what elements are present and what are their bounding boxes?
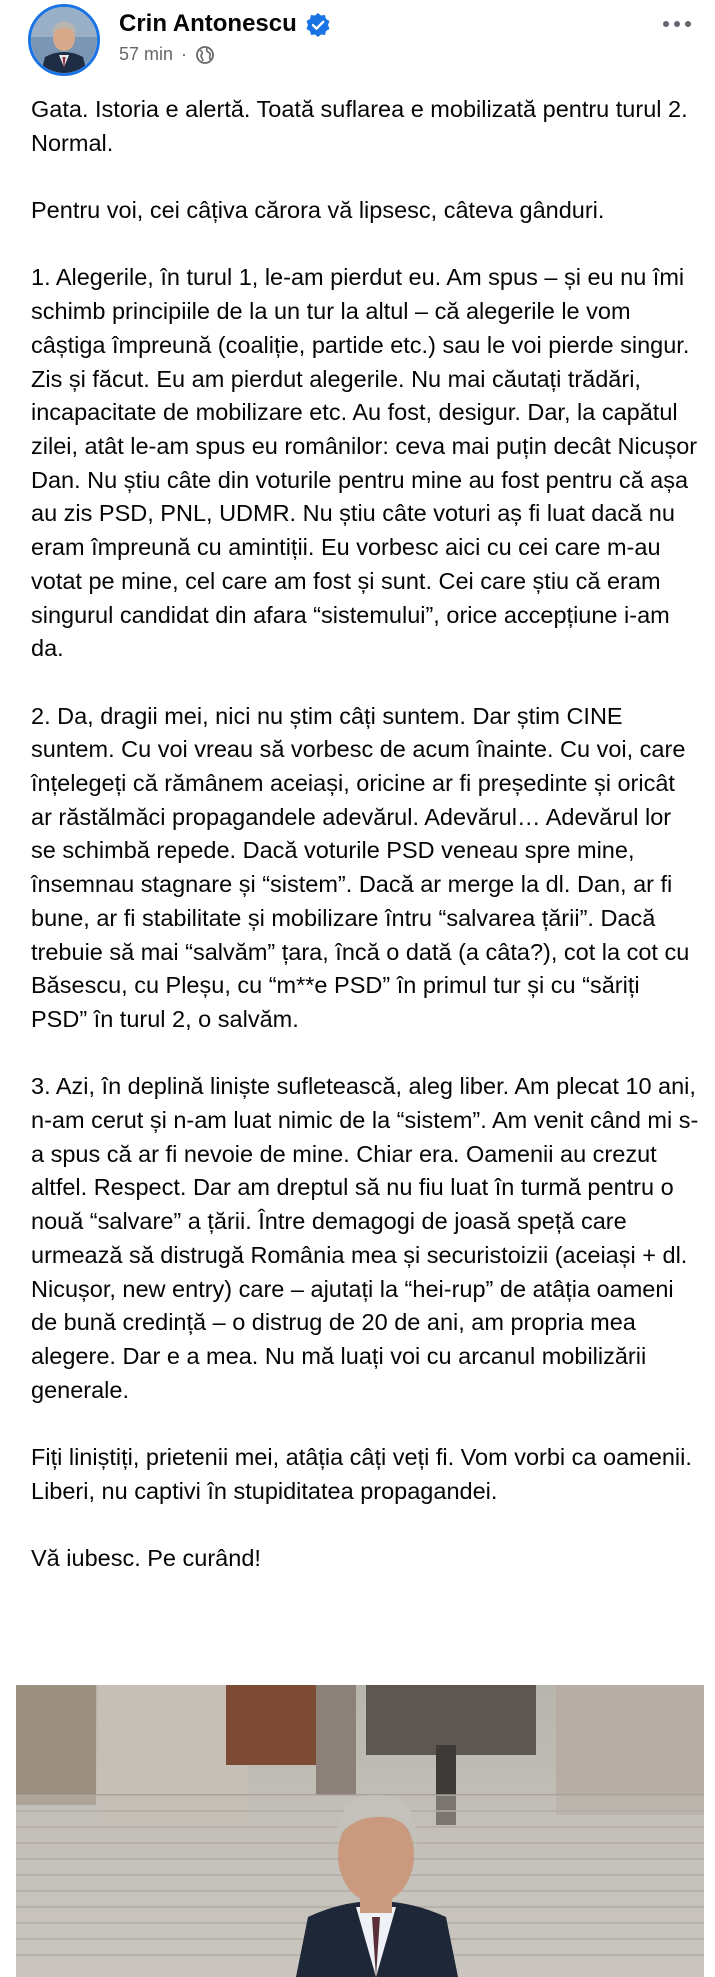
post-paragraph: Vă iubesc. Pe curând! [31, 1545, 261, 1572]
post-timestamp[interactable]: 57 min [119, 44, 174, 64]
more-dot [663, 21, 669, 27]
post-photo[interactable] [16, 1685, 704, 1977]
post-paragraph: 1. Alegerile, în turul 1, le-am pierdut eu. Am spus – și eu nu îmi schimb principiile de la un tur la altul – că alegerile le vom câștiga împreună (coaliție, partide etc.) sau le voi pierde singur. Zis și făcut. Eu am pierdut alegerile. Nu mai căutați trădări, incapacitate de mobilizare etc. Au fost, desigur. Dar, la capătul zilei, atât le-am spus eu românilor: ceva mai puțin decât Nicușor Dan. Nu știu câte din voturile pentru mine au fost pentru că așa au zis PSD, PNL, UDMR. Nu știu câte voturi aș fi luat dacă nu eram împreună cu amintiții. Eu vorbesc aici cu cei care m-au votat pe mine, cel care am fost și sunt. Cei care știu că eram singurul candidat din afara “sistemului”, orice accepțiune i-am da. [31, 264, 698, 662]
author-name[interactable]: Crin Antonescu [119, 10, 297, 37]
post-paragraph: Fiți liniștiți, prietenii mei, atâția câți veți fi. Vom vorbi ca oamenii. Liberi, nu captivi în stupiditatea propagandei. [31, 1444, 692, 1504]
verified-badge-icon [305, 12, 331, 38]
author-avatar[interactable] [28, 4, 100, 76]
post-paragraph: 2. Da, dragii mei, nici nu știm câți suntem. Dar știm CINE suntem. Cu voi vreau să vorbesc de acum înainte. Cu voi, care înțelegeți că rămânem aceiași, oricine ar fi președinte și oricât ar răstălmăci propagandele adevărul. Adevărul… Adevărul lor se schimbă repede. Dacă voturile PSD veneau spre mine, însemnau stagnare și “sistem”. Dacă ar merge la dl. Dan, ar fi bune, ar fi stabilitate și mobilizare întru “salvarea țării”. Dacă trebuie să mai “salvăm” țara, încă o dată (a câta?), cot la cot cu Băsescu, cu Pleșu, cu “m**e PSD” în primul tur și cu “săriți PSD” în turul 2, o salvăm. [31, 702, 690, 1032]
post-meta [119, 44, 215, 65]
post-paragraph: 3. Azi, în deplină liniște sufletească, aleg liber. Am plecat 10 ani, n-am cerut și n-am luat nimic de la “sistem”. Am venit când mi s-a spus că ar fi nevoie de mine. Chiar era. Oamenii au crezut altfel. Respect. Dar am dreptul să nu fiu luat în turmă pentru o nouă “salvare” a țării. Între demagogi de joasă speță care urmează să distrugă România mea și securistoizii (aceiași + dl. Nicușor, new entry) care – ajutați la “hei-rup” de atâția oameni de bună credință – o distrug de 20 de ani, am propria mea alegere. Dar e a mea. Nu mă luați voi cu arcanul mobilizării generale. [31, 1073, 699, 1403]
meta-separator: · [181, 44, 188, 64]
globe-icon [195, 45, 215, 65]
more-options-icon[interactable] [657, 12, 697, 36]
post-paragraph: Gata. Istoria e alertă. Toată suflarea e mobilizată pentru turul 2. Normal. [31, 96, 688, 156]
more-dot [685, 21, 691, 27]
post-header [0, 0, 715, 80]
more-dot [674, 21, 680, 27]
post-paragraph: Pentru voi, cei câțiva cărora vă lipsesc, câteva gânduri. [31, 197, 605, 224]
post-body [31, 93, 701, 1576]
